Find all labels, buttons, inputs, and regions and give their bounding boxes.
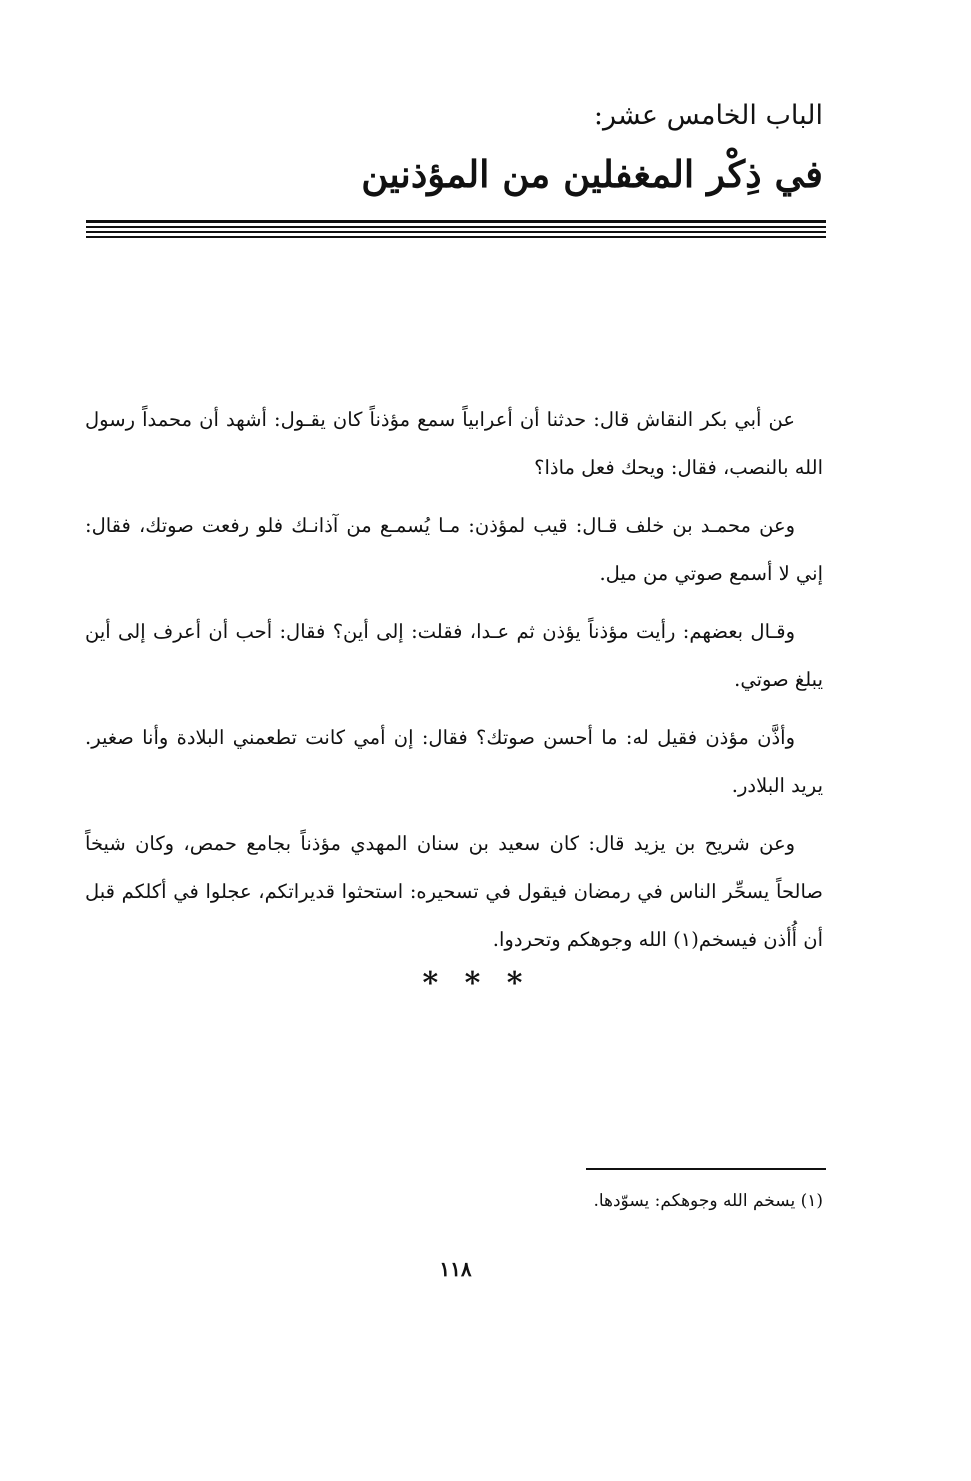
- chapter-label: الباب الخامس عشر:: [593, 100, 823, 131]
- title-rule-line: [86, 231, 826, 233]
- page-number: ١١٨: [439, 1257, 472, 1281]
- footnote-rule: [586, 1168, 826, 1170]
- paragraph: وأذَّن مؤذن فقيل له: ما أحسن صوتك؟ فقال: إن أمي كانت تطعمني البلادة وأنا صغير. يريد البلادر.: [85, 726, 823, 797]
- footnote: (١) يسخم الله وجوهكم: يسوّدها.: [593, 1191, 823, 1211]
- paragraph: وعن محمـد بن خلف قـال: قيب لمؤذن: مـا يُسمـع من آذانـك فلو رفعت صوتك، فقال: إني لا أسمع صوتي من ميل.: [85, 514, 823, 585]
- title-rule-line: [86, 236, 826, 238]
- title-rule-thick: [86, 220, 826, 223]
- paragraph: وعن شريح بن يزيد قال: كان سعيد بن سنان المهدي مؤذناً بجامع حمص، وكان شيخاً صالحاً يسحِّر الناس في رمضان فيقول في تسحيره: استحثوا قديراتكم، عجلوا في أكلكم قبل أن أُأذن فيسخم(١) الله وجوهكم وتحردوا.: [85, 832, 823, 951]
- paragraph: وقـال بعضهم: رأيت مؤذناً يؤذن ثم عـدا، فقلت: إلى أين؟ فقال: أحب أن أعرف إلى أين يبلغ صوتي.: [85, 620, 823, 691]
- section-separator: [0, 966, 971, 1001]
- chapter-title: في ذِكْر المغفلين من المؤذنين: [361, 152, 823, 196]
- chapter-body: [85, 396, 823, 974]
- title-rule-line: [86, 226, 826, 228]
- separator-stars: * * *: [422, 966, 531, 1001]
- paragraph: عن أبي بكر النقاش قال: حدثنا أن أعرابياً سمع مؤذناً كان يقـول: أشهد أن محمداً رسول الله بالنصب، فقال: ويحك فعل ماذا؟: [85, 408, 823, 479]
- page-number-wrap: [0, 1252, 971, 1286]
